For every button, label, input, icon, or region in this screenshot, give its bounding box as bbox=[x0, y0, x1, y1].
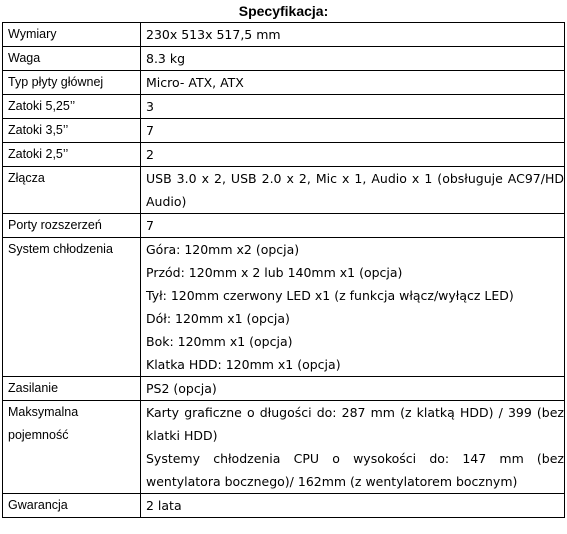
table-row bbox=[3, 143, 565, 167]
table-row bbox=[3, 23, 565, 47]
row-value: 7 bbox=[141, 119, 565, 143]
page-title: Specyfikacja: bbox=[238, 3, 329, 19]
table-row bbox=[3, 71, 565, 95]
row-value: 3 bbox=[141, 95, 565, 119]
row-label: System chłodzenia bbox=[3, 238, 141, 377]
row-label: Złącza bbox=[3, 167, 141, 214]
table-row bbox=[3, 238, 565, 377]
table-row bbox=[3, 167, 565, 214]
row-value: Micro- ATX, ATX bbox=[141, 71, 565, 95]
row-label: Wymiary bbox=[3, 23, 141, 47]
table-row bbox=[3, 494, 565, 518]
row-label: Zatoki 2,5’’ bbox=[3, 143, 141, 167]
row-label: Porty rozszerzeń bbox=[3, 214, 141, 238]
table-row bbox=[3, 401, 565, 494]
table-row bbox=[3, 119, 565, 143]
row-label: Gwarancja bbox=[3, 494, 141, 518]
row-label: Zatoki 3,5’’ bbox=[3, 119, 141, 143]
row-value: 2 lata bbox=[141, 494, 565, 518]
row-label: Typ płyty głównej bbox=[3, 71, 141, 95]
row-value: Karty graficzne o długości do: 287 mm (z klatką HDD) / 399 (bez klatki HDD) Systemy chłodzenia CPU o wysokości do: 147 mm (bez wentylatora bocznego)/ 162mm (z wentylatorem bocznym) bbox=[141, 401, 565, 494]
specification-table bbox=[2, 22, 565, 518]
row-value: PS2 (opcja) bbox=[141, 377, 565, 401]
table-row bbox=[3, 214, 565, 238]
row-label: Maksymalna pojemność bbox=[3, 401, 141, 494]
table-row bbox=[3, 47, 565, 71]
table-row bbox=[3, 377, 565, 401]
row-value: 230x 513x 517,5 mm bbox=[141, 23, 565, 47]
row-value: 2 bbox=[141, 143, 565, 167]
row-label: Zasilanie bbox=[3, 377, 141, 401]
row-label: Zatoki 5,25’’ bbox=[3, 95, 141, 119]
table-row bbox=[3, 95, 565, 119]
row-value: USB 3.0 x 2, USB 2.0 x 2, Mic x 1, Audio x 1 (obsługuje AC97/HD Audio) bbox=[141, 167, 565, 214]
row-value: 7 bbox=[141, 214, 565, 238]
row-value: 8.3 kg bbox=[141, 47, 565, 71]
row-value: Góra: 120mm x2 (opcja) Przód: 120mm x 2 lub 140mm x1 (opcja) Tył: 120mm czerwony LED x1 (z funkcja włącz/wyłącz LED) Dół: 120mm x1 (opcja) Bok: 120mm x1 (opcja) Klatka HDD: 120mm x1 (opcja) bbox=[141, 238, 565, 377]
row-label: Waga bbox=[3, 47, 141, 71]
